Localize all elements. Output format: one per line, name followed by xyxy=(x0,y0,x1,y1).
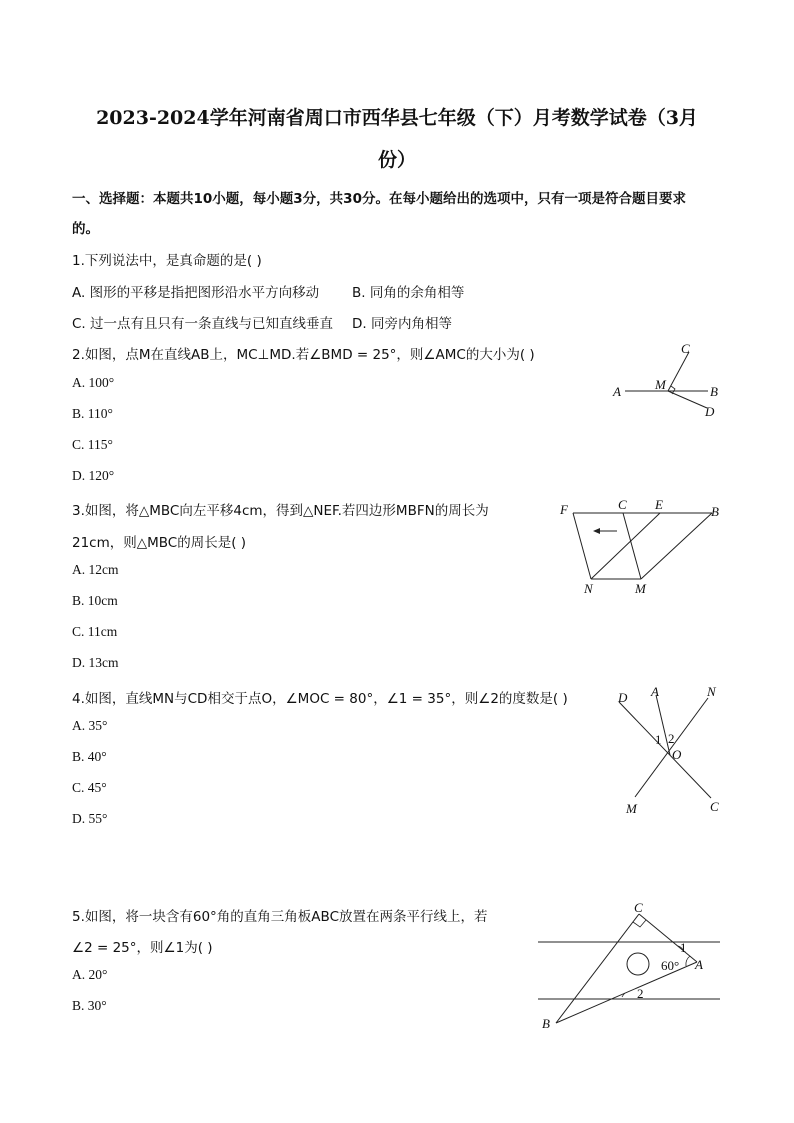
q2-option-a: A. 100° xyxy=(72,375,115,390)
q4-stem: 4.如图，直线MN与CD相交于点O，∠MOC = 80°，∠1 = 35°，则∠2的度数是( ) xyxy=(72,691,568,707)
page-title-continued: 份） xyxy=(377,149,416,171)
q5-label-angle1: 1 xyxy=(680,940,687,955)
q5-stem-line2: ∠2 = 25°，则∠1为( ) xyxy=(72,940,213,956)
q2-label-m: M xyxy=(655,377,666,392)
q3-option-b: B. 10cm xyxy=(72,593,118,608)
section-header-continued: 的。 xyxy=(72,221,99,237)
q2-option-d: D. 120° xyxy=(72,468,115,483)
page-title: 2023-2024学年河南省周口市西华县七年级（下）月考数学试卷（3月 xyxy=(96,107,698,129)
q5-label-a: A xyxy=(695,957,703,972)
q3-stem-line1: 3.如图，将△MBC向左平移4cm，得到△NEF.若四边形MBFN的周长为 xyxy=(72,503,489,519)
q3-label-f: F xyxy=(560,502,568,517)
q2-label-b: B xyxy=(710,384,718,399)
q3-figure xyxy=(555,495,730,600)
q2-label-a: A xyxy=(613,384,621,399)
q2-figure xyxy=(600,338,740,423)
q3-option-a: A. 12cm xyxy=(72,562,119,577)
q5-label-b: B xyxy=(542,1016,550,1031)
q2-label-d: D xyxy=(705,404,715,419)
q2-option-c: C. 115° xyxy=(72,437,113,452)
q5-figure xyxy=(530,898,725,1038)
q5-stem-line1: 5.如图，将一块含有60°角的直角三角板ABC放置在两条平行线上，若 xyxy=(72,909,488,925)
q4-option-c: C. 45° xyxy=(72,780,107,795)
q3-stem-line2: 21cm，则△MBC的周长是( ) xyxy=(72,535,247,551)
q5-label-c: C xyxy=(634,900,643,915)
q5-label-60deg: 60° xyxy=(661,958,680,973)
q4-label-d: D xyxy=(618,690,628,705)
q4-option-b: B. 40° xyxy=(72,749,107,764)
q4-label-m: M xyxy=(626,801,637,816)
q3-option-c: C. 11cm xyxy=(72,624,118,639)
q3-label-m: M xyxy=(635,581,646,596)
q1-stem: 1.下列说法中，是真命题的是( ) xyxy=(72,253,262,269)
q3-label-e: E xyxy=(655,497,663,512)
q4-figure xyxy=(605,680,735,820)
q4-label-angle2: 2 xyxy=(668,731,675,746)
q4-label-o: O xyxy=(672,747,682,762)
q1-option-c: C. 过一点有且只有一条直线与已知直线垂直 xyxy=(72,316,334,332)
q4-label-n: N xyxy=(707,684,716,699)
q4-label-a: A xyxy=(651,684,659,699)
q5-option-a: A. 20° xyxy=(72,967,108,982)
q3-option-d: D. 13cm xyxy=(72,655,119,670)
q1-option-a: A. 图形的平移是指把图形沿水平方向移动 xyxy=(72,285,320,301)
q3-label-b: B xyxy=(711,504,719,519)
q3-label-c: C xyxy=(618,497,627,512)
q4-label-angle1: 1 xyxy=(655,732,662,747)
q4-option-d: D. 55° xyxy=(72,811,108,826)
section-header: 一、选择题：本题共10小题，每小题3分，共30分。在每小题给出的选项中，只有一项是符合题目要求 xyxy=(72,191,686,207)
q5-option-b: B. 30° xyxy=(72,998,107,1013)
q2-option-b: B. 110° xyxy=(72,406,113,421)
q1-option-b: B. 同角的余角相等 xyxy=(352,285,465,301)
q2-stem: 2.如图，点M在直线AB上，MC⊥MD.若∠BMD = 25°，则∠AMC的大小为( ) xyxy=(72,347,535,363)
q3-label-n: N xyxy=(584,581,593,596)
q2-label-c: C xyxy=(681,341,690,356)
q1-option-d: D. 同旁内角相等 xyxy=(352,316,452,332)
q4-option-a: A. 35° xyxy=(72,718,108,733)
q4-label-c: C xyxy=(710,799,719,814)
q5-label-angle2: 2 xyxy=(637,986,644,1001)
